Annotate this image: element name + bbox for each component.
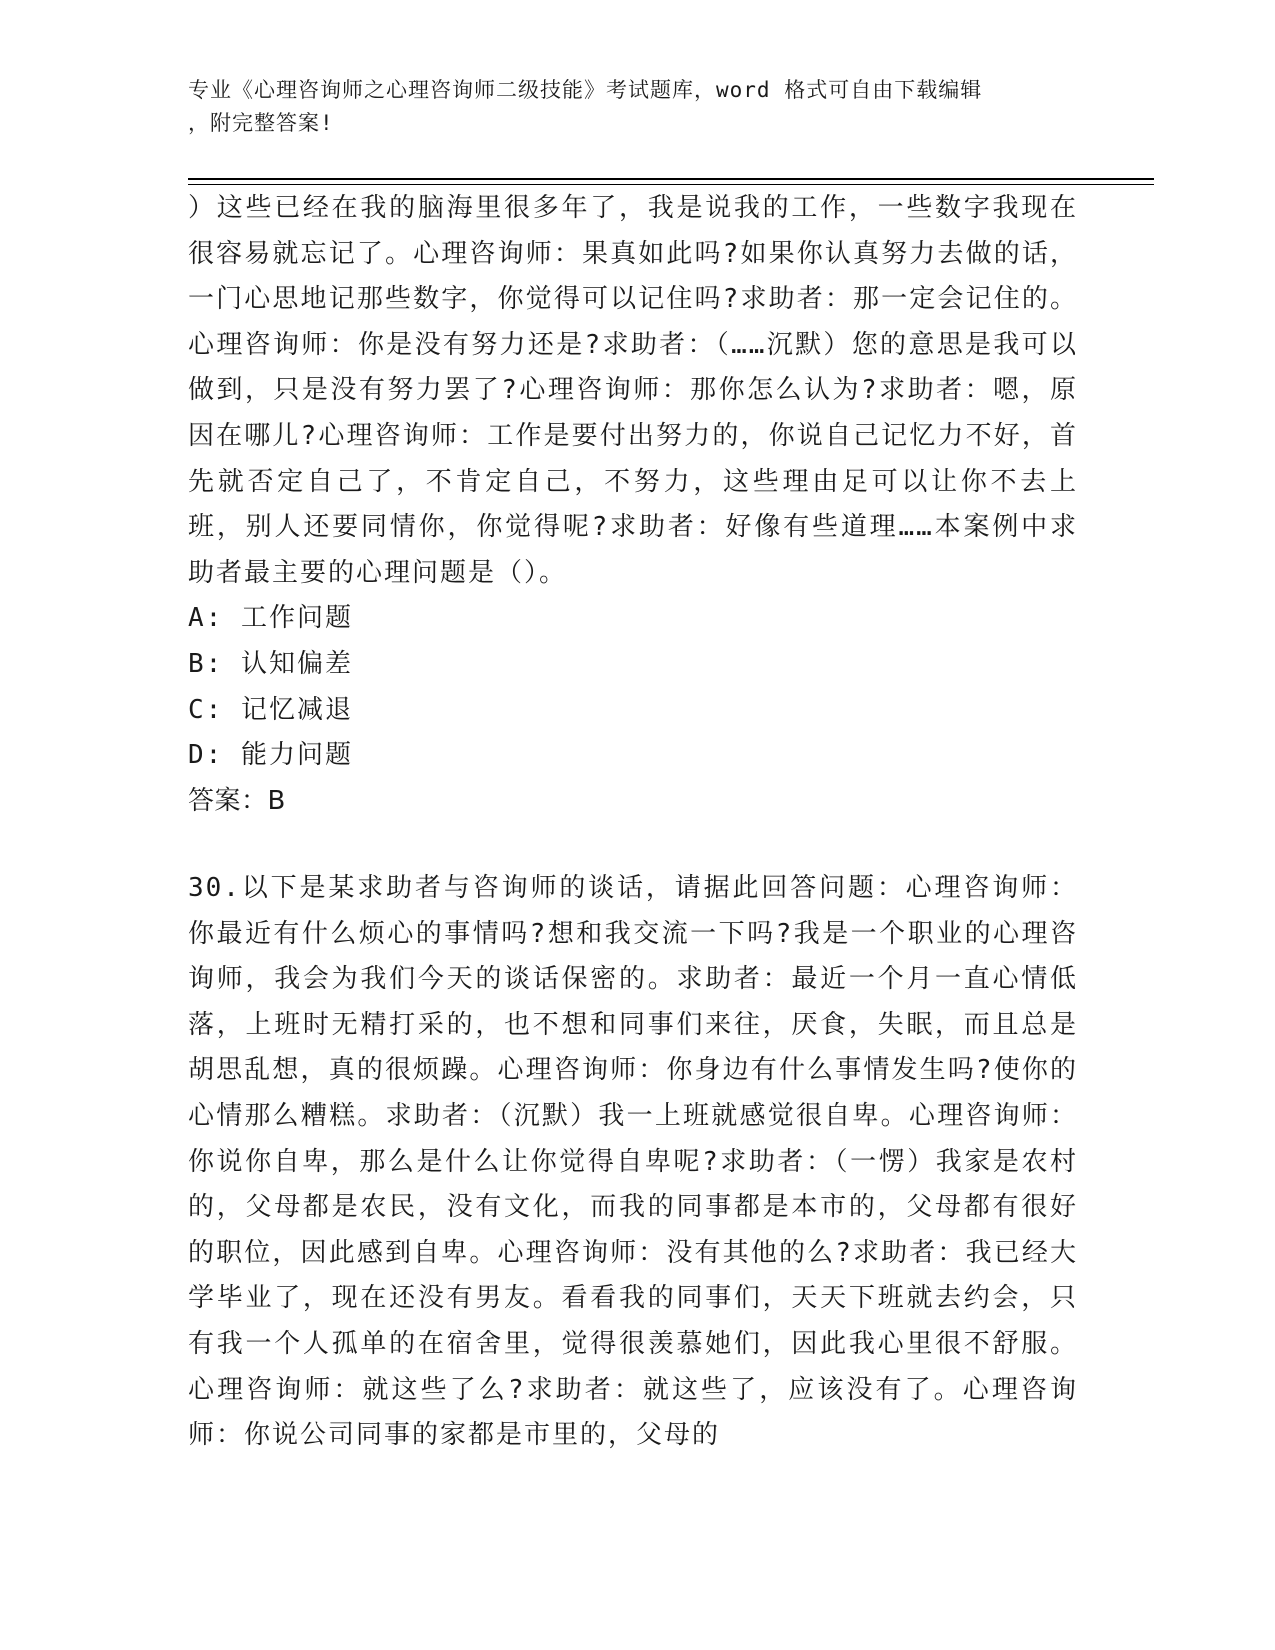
question-29-answer: 答案：B bbox=[188, 785, 286, 816]
header-title-line-2: ，附完整答案! bbox=[188, 111, 334, 135]
question-29-stem: ）这些已经在我的脑海里很多年了，我是说我的工作，一些数字我现在很容易就忘记了。心理咨询师：果真如此吗?如果你认真努力去做的话，一门心思地记那些数字，你觉得可以记住吗?求助者：那一定会记住的。心理咨询师：你是没有努力还是?求助者：（……沉默）您的意思是我可以做到，只是没有努力罢了?心理咨询师：那你怎么认为?求助者：嗯，原因在哪儿?心理咨询师：工作是要付出努力的，你说自己记忆力不好，首先就否定自己了，不肯定自己，不努力，这些理由足可以让你不去上班，别人还要同情你，你觉得呢?求助者：好像有些道理……本案例中求助者最主要的心理问题是（）。 bbox=[188, 193, 1078, 588]
question-29-block bbox=[188, 186, 1078, 824]
question-29-option-c: C: 记忆减退 bbox=[188, 694, 353, 725]
question-29-option-b: B: 认知偏差 bbox=[188, 648, 353, 679]
question-29-option-d: D: 能力问题 bbox=[188, 740, 353, 771]
question-29-option-a: A: 工作问题 bbox=[188, 603, 353, 634]
header-divider-thick bbox=[188, 178, 1154, 180]
page-header bbox=[188, 74, 1068, 140]
header-divider-thin bbox=[188, 184, 1154, 185]
question-30-block bbox=[188, 866, 1078, 1459]
question-30-stem: 30.以下是某求助者与咨询师的谈话，请据此回答问题：心理咨询师：你最近有什么烦心的事情吗?想和我交流一下吗?我是一个职业的心理咨询师，我会为我们今天的谈话保密的。求助者：最近一个月一直心情低落，上班时无精打采的，也不想和同事们来往，厌食，失眠，而且总是胡思乱想，真的很烦躁。心理咨询师：你身边有什么事情发生吗?使你的心情那么糟糕。求助者：（沉默）我一上班就感觉很自卑。心理咨询师：你说你自卑，那么是什么让你觉得自卑呢?求助者：（一愣）我家是农村的，父母都是农民，没有文化，而我的同事都是本市的，父母都有很好的职位，因此感到自卑。心理咨询师：没有其他的么?求助者：我已经大学毕业了，现在还没有男友。看看我的同事们，天天下班就去约会，只有我一个人孤单的在宿舍里，觉得很羡慕她们，因此我心里很不舒服。心理咨询师：就这些了么?求助者：就这些了，应该没有了。心理咨询师：你说公司同事的家都是市里的，父母的 bbox=[188, 873, 1078, 1451]
header-title-line-1: 专业《心理咨询师之心理咨询师二级技能》考试题库，word 格式可自由下载编辑 bbox=[188, 78, 983, 102]
